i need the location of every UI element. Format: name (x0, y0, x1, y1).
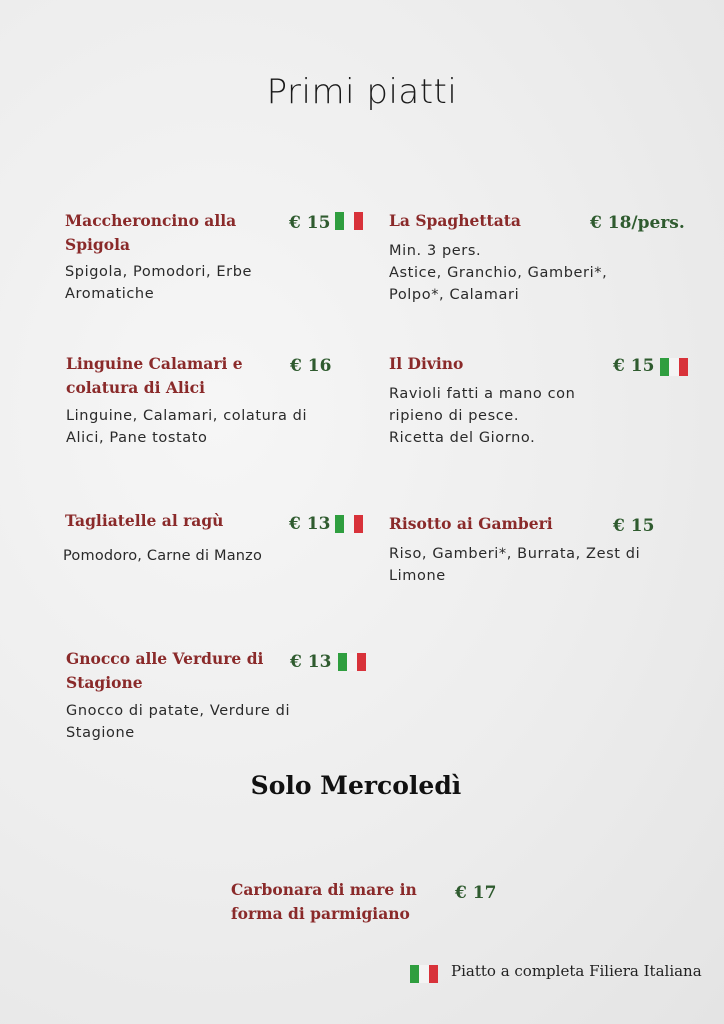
dish-price-carbonara: € 17 (455, 883, 497, 903)
dish-description-tagliatelle: Pomodoro, Carne di Manzo (63, 548, 263, 564)
dish-name-linguine: Linguine Calamari e colatura di Alici (66, 354, 243, 397)
dish-description-divino-line1: Ravioli fatti a mano con ripieno di pesce. (389, 386, 576, 424)
dish-name-carbonara: Carbonara di mare in forma di parmigiano (231, 880, 417, 923)
dish-name-spaghettata: La Spaghettata (389, 211, 521, 230)
dish-description-spaghettata-line1: Min. 3 pers. (389, 243, 482, 259)
page-title: Primi piatti (266, 72, 458, 112)
dish-name-gnocco: Gnocco alle Verdure di Stagione (66, 649, 264, 692)
dish-price-risotto: € 15 (613, 516, 655, 536)
italian-flag-icon (335, 515, 363, 533)
dish-name-risotto: Risotto ai Gamberi (389, 514, 553, 533)
dish-description-linguine: Linguine, Calamari, colatura di Alici, Pane tostato (66, 408, 308, 446)
dish-name-maccheroncino: Maccheroncino alla Spigola (65, 211, 237, 254)
dish-description-divino-line2: Ricetta del Giorno. (389, 430, 536, 446)
dish-description-maccheroncino: Spigola, Pomodori, Erbe Aromatiche (65, 264, 253, 302)
dish-price-divino: € 15 (613, 356, 655, 376)
dish-name-tagliatelle: Tagliatelle al ragù (65, 511, 224, 530)
dish-name-divino: Il Divino (389, 354, 464, 373)
dish-price-spaghettata: € 18/pers. (590, 213, 685, 233)
section-heading-solo-mercoledi: Solo Mercoledì (250, 771, 462, 800)
italian-flag-icon (338, 653, 366, 671)
dish-price-linguine: € 16 (290, 356, 332, 376)
legend-text: Piatto a completa Filiera Italiana (451, 962, 702, 980)
dish-description-gnocco: Gnocco di patate, Verdure di Stagione (66, 703, 291, 741)
italian-flag-icon (660, 358, 688, 376)
italian-flag-icon (410, 965, 438, 983)
dish-price-maccheroncino: € 15 (289, 213, 331, 233)
dish-description-spaghettata-line2: Astice, Granchio, Gamberi*, Polpo*, Calamari (389, 265, 608, 303)
dish-description-risotto: Riso, Gamberi*, Burrata, Zest di Limone (389, 546, 641, 584)
dish-price-gnocco: € 13 (290, 652, 332, 672)
italian-flag-icon (335, 212, 363, 230)
dish-price-tagliatelle: € 13 (289, 514, 331, 534)
